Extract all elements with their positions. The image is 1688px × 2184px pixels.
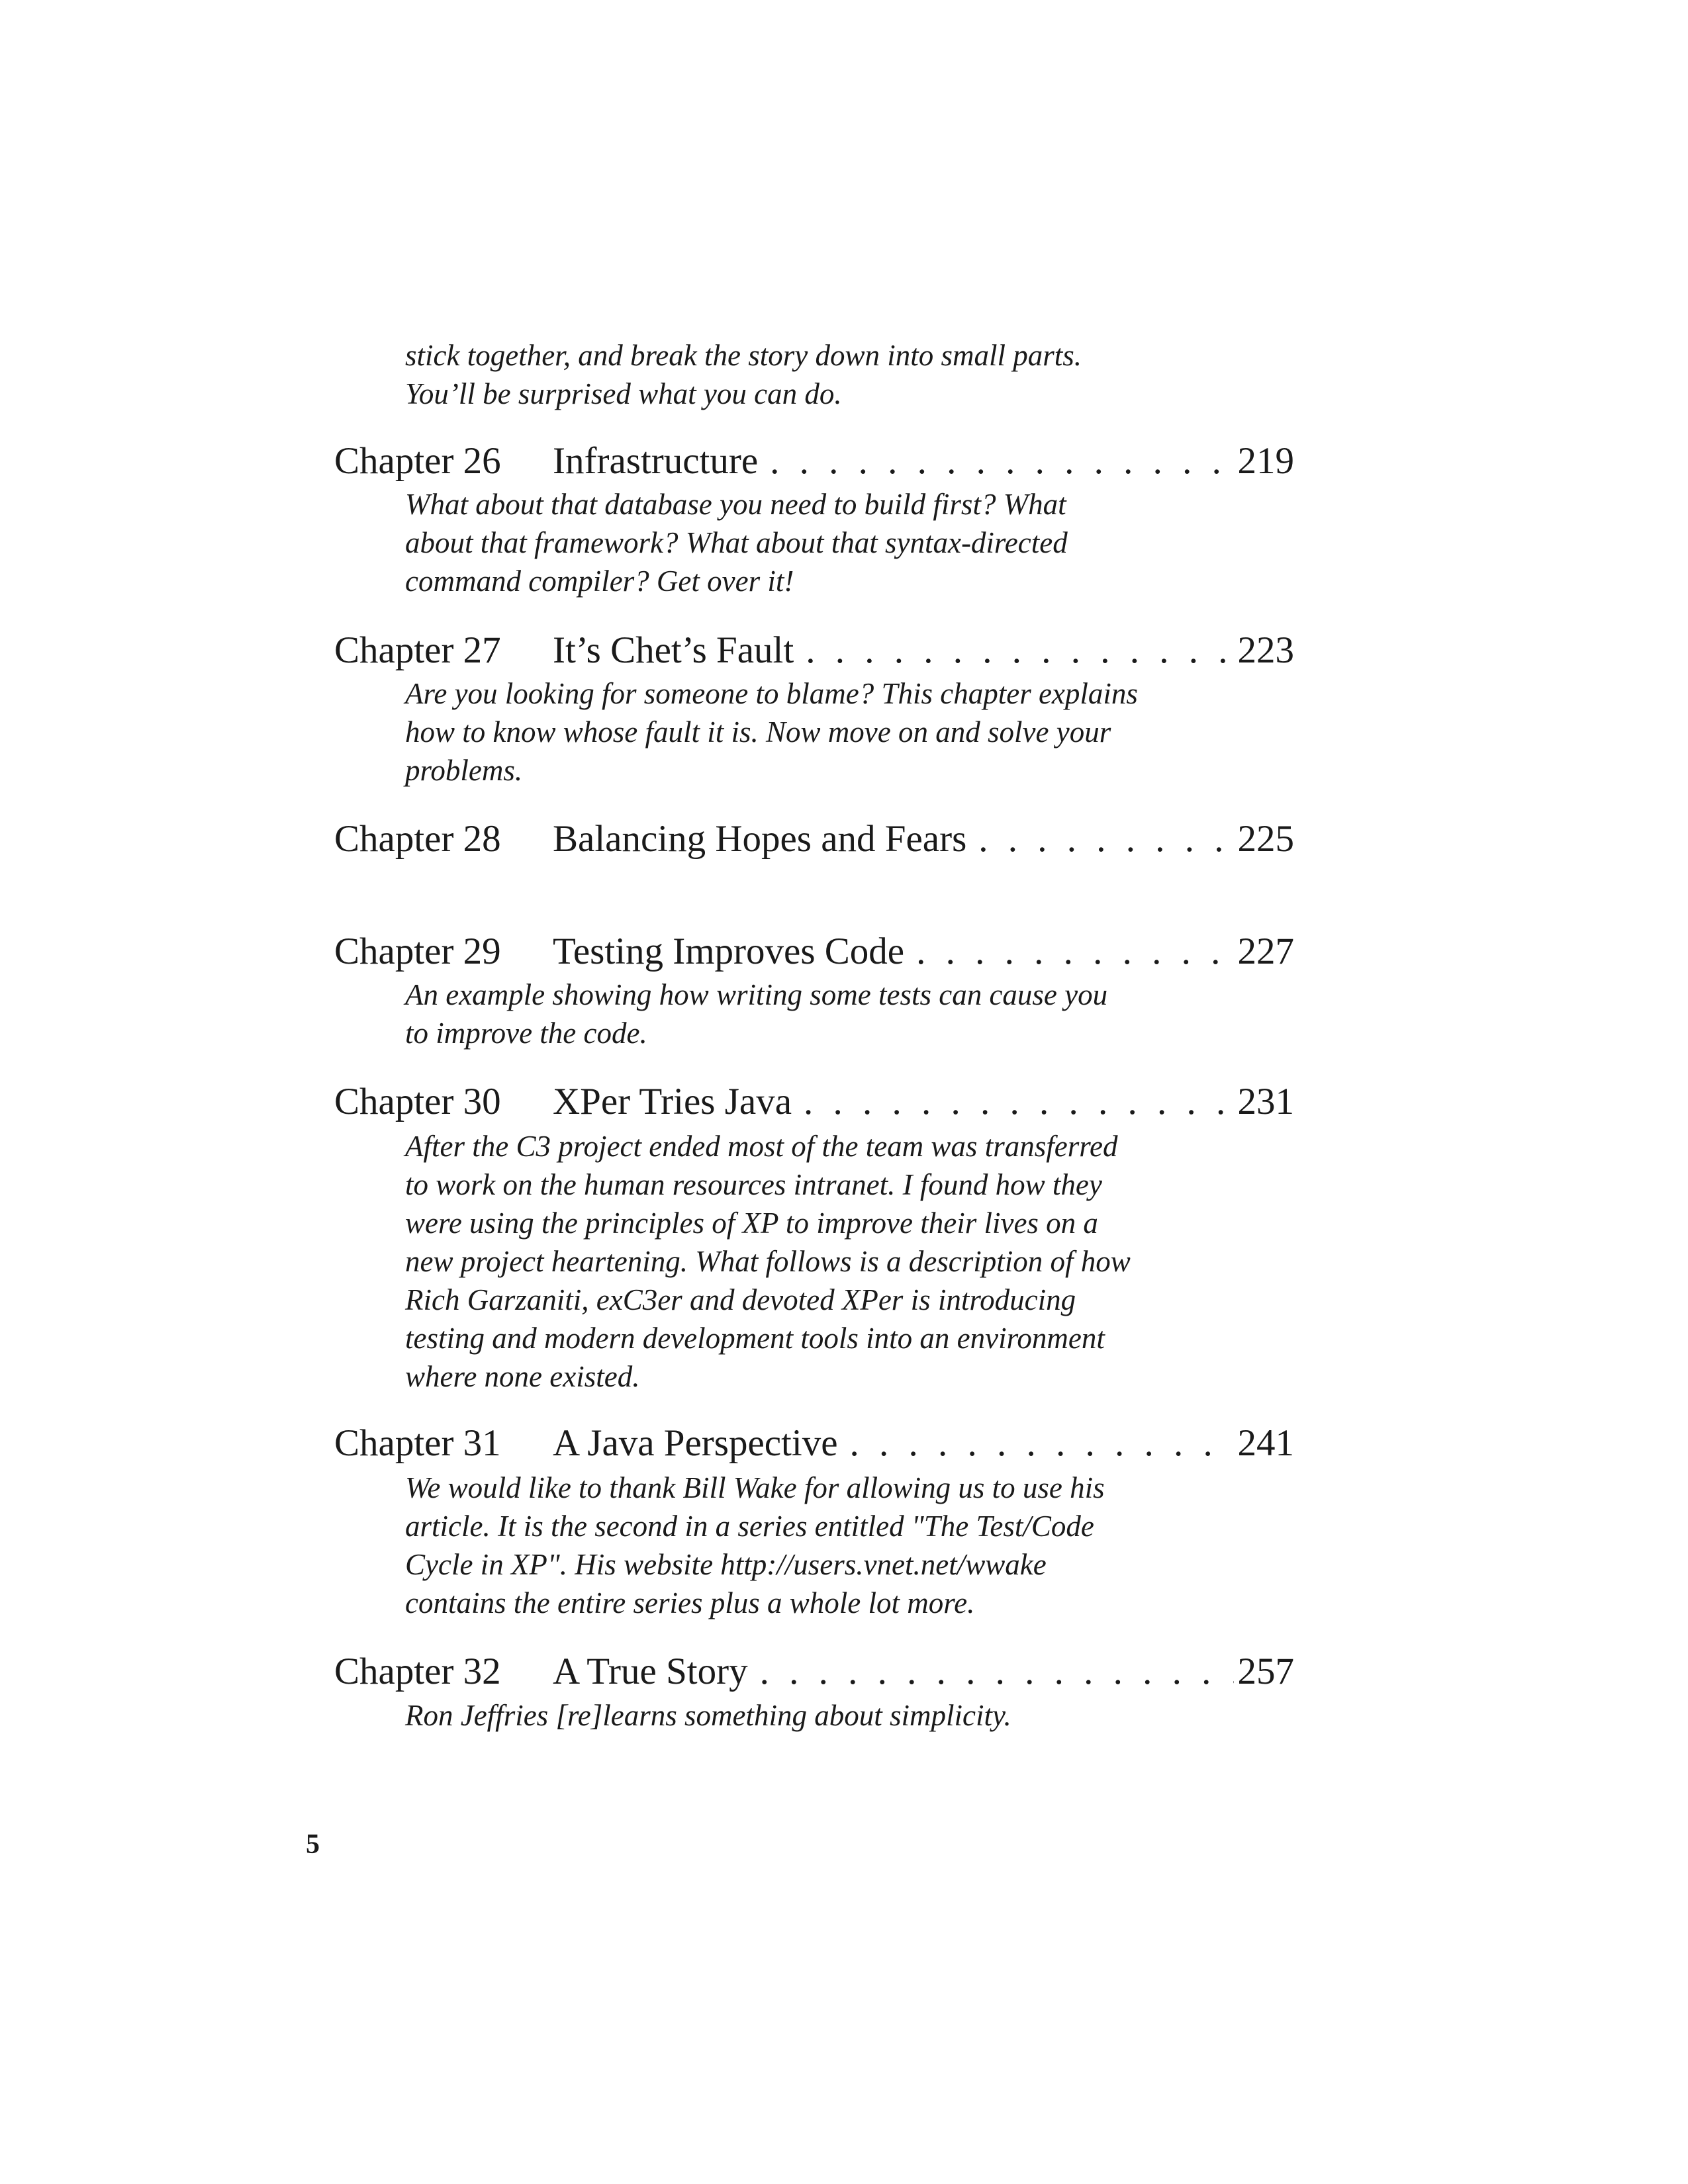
description-line: testing and modern development tools into an environment xyxy=(405,1322,1105,1355)
chapter-number: Chapter 27 xyxy=(334,629,501,671)
description-line: An example showing how writing some tests can cause you xyxy=(405,978,1108,1011)
description-line: how to know whose fault it is. Now move on and solve your xyxy=(405,715,1111,749)
chapter-number: Chapter 32 xyxy=(334,1651,501,1692)
description-line: command compiler? Get over it! xyxy=(405,565,794,598)
chapter-description xyxy=(405,976,1279,1052)
description-line: were using the principles of XP to improve their lives on a xyxy=(405,1206,1098,1240)
page-number: 5 xyxy=(306,1829,320,1860)
toc-entry-chapter-26[interactable] xyxy=(334,438,1294,484)
toc-entry-chapter-32[interactable] xyxy=(334,1649,1294,1695)
chapter-title: XPer Tries Java xyxy=(553,1081,792,1122)
description-line: article. It is the second in a series entitled "The Test/Code xyxy=(405,1510,1094,1543)
chapter-title: Infrastructure xyxy=(553,440,759,482)
chapter-title: Testing Improves Code xyxy=(553,931,905,972)
description-line: new project heartening. What follows is a description of how xyxy=(405,1245,1131,1278)
chapter-description xyxy=(405,485,1279,600)
description-line: Rich Garzaniti, exC3er and devoted XPer is introducing xyxy=(405,1283,1076,1316)
description-line: Cycle in XP". His website http://users.vnet.net/wwake xyxy=(405,1548,1047,1581)
chapter-title: It’s Chet’s Fault xyxy=(553,629,794,671)
toc-entry-chapter-29[interactable] xyxy=(334,929,1294,975)
description-line: You’ll be surprised what you can do. xyxy=(405,377,842,410)
chapter-description xyxy=(405,1696,1279,1735)
chapter-title: A True Story xyxy=(553,1651,748,1692)
toc-entry-chapter-31[interactable] xyxy=(334,1420,1294,1467)
chapter-page: 219 xyxy=(1237,440,1294,482)
dot-leader xyxy=(978,816,1233,862)
chapter-page: 227 xyxy=(1237,931,1294,972)
dot-leader xyxy=(850,1420,1234,1467)
toc-entry-chapter-27[interactable] xyxy=(334,627,1294,674)
description-line: about that framework? What about that syntax-directed xyxy=(405,526,1068,559)
chapter-page: 223 xyxy=(1237,629,1294,671)
description-line: We would like to thank Bill Wake for allowing us to use his xyxy=(405,1471,1105,1504)
dot-leader xyxy=(804,1079,1233,1125)
description-line: After the C3 project ended most of the team was transferred xyxy=(405,1130,1118,1163)
chapter-description xyxy=(405,1127,1279,1396)
description-line: where none existed. xyxy=(405,1360,640,1393)
dot-leader xyxy=(760,1649,1234,1695)
description-line: problems. xyxy=(405,754,523,787)
chapter-title: Balancing Hopes and Fears xyxy=(553,818,967,860)
chapter-number: Chapter 29 xyxy=(334,931,501,972)
description-line: to improve the code. xyxy=(405,1017,647,1050)
chapter-page: 225 xyxy=(1237,818,1294,860)
chapter-description xyxy=(405,1469,1279,1622)
toc-entry-chapter-28[interactable] xyxy=(334,816,1294,862)
chapter-number: Chapter 30 xyxy=(334,1081,501,1122)
chapter-description xyxy=(405,674,1279,790)
dot-leader xyxy=(916,929,1233,975)
chapter-number: Chapter 28 xyxy=(334,818,501,860)
dot-leader xyxy=(806,627,1233,674)
chapter-number: Chapter 26 xyxy=(334,440,501,482)
chapter-number: Chapter 31 xyxy=(334,1422,501,1464)
chapter-page: 241 xyxy=(1237,1422,1294,1464)
dot-leader xyxy=(770,438,1233,484)
description-line: What about that database you need to build first? What xyxy=(405,488,1066,521)
description-line: stick together, and break the story down into small parts. xyxy=(405,339,1082,372)
description-line: Are you looking for someone to blame? This chapter explains xyxy=(405,677,1138,710)
description-line: to work on the human resources intranet. I found how they xyxy=(405,1168,1102,1201)
description-line: Ron Jeffries [re]learns something about simplicity. xyxy=(405,1699,1011,1732)
chapter-page: 231 xyxy=(1237,1081,1294,1122)
chapter-title: A Java Perspective xyxy=(553,1422,838,1464)
toc-entry-chapter-30[interactable] xyxy=(334,1079,1294,1125)
chapter-page: 257 xyxy=(1237,1651,1294,1692)
intro-description xyxy=(405,336,1279,413)
description-line: contains the entire series plus a whole lot more. xyxy=(405,1586,975,1619)
